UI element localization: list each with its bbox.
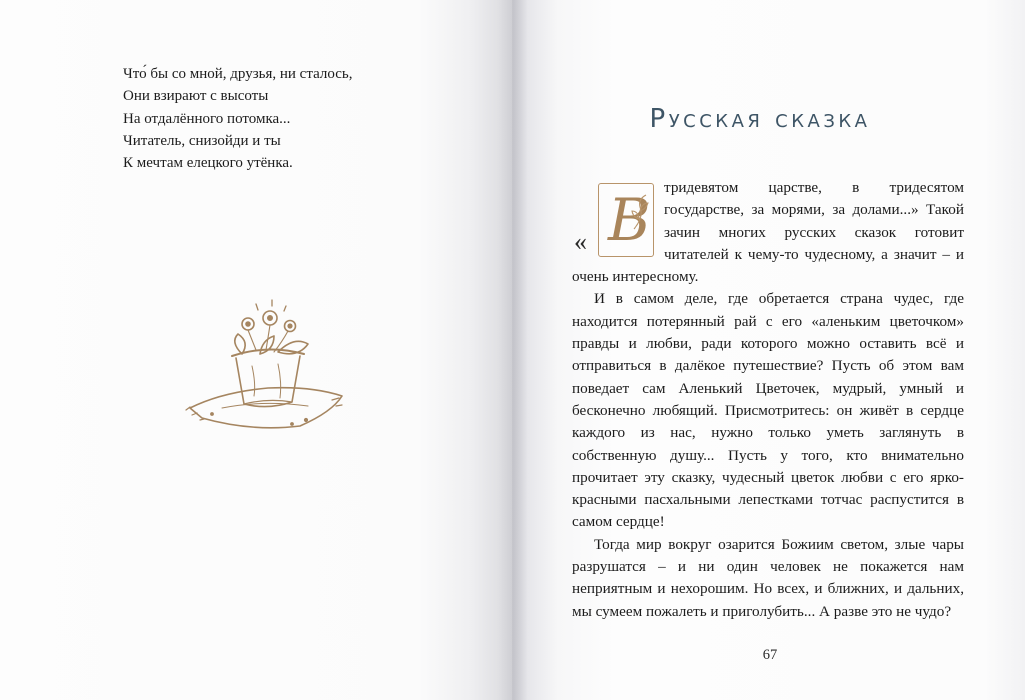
vine-ornament-icon <box>630 191 652 231</box>
paragraph <box>572 177 964 288</box>
chapter-title: Русская сказка <box>649 104 871 134</box>
paragraph-text: тридевятом царстве, в тридесятом государстве, за морями, за долами...» Такой зачин многих русских сказок готовит читателей к чему-то чудесному, а значит – и очень интересному. <box>572 179 964 286</box>
poem-line: К мечтам елецкого утёнка. <box>123 155 293 172</box>
paragraph: Тогда мир вокруг озарится Божиим светом, злые чары разрушатся – и ни один человек не покажется нам неприятным и нехорошим. Но всех, и ближних, и дальних, мы сумеем пожалеть и приголубить... А разве это не чудо? <box>572 535 964 620</box>
poem-line: Они взирают с высоты <box>123 88 269 105</box>
drop-cap-letter: В <box>608 186 651 254</box>
poem-line: Что́ бы со мной, друзья, ни сталось, <box>123 66 353 82</box>
paragraph: И в самом деле, где обретается страна чудес, где находится потерянный рай с его «аленьким цветочком» правды и любви, ради которого можно оставить всё и отправиться в далёкое путешествие? Пусть об этом вам поведает сам Аленький Цветочек, мудрый, умный и бесконечно любящий. Присмотритесь: он живёт в сердце каждого из нас, нужно только уметь заглянуть в собственную душу... Пусть у того, кто внимательно прочитает эту сказку, чудесный цветок любви с его ярко-красными пасхальными лепестками тотчас распустится в самом сердце! <box>572 290 964 531</box>
flower-pot-illustration-icon <box>182 296 350 436</box>
opening-quote: « <box>574 227 587 256</box>
drop-cap <box>572 183 660 265</box>
page-number: 67 <box>762 647 778 663</box>
left-page <box>0 0 512 700</box>
chapter-body <box>572 177 964 623</box>
poem-line: Читатель, снизойди и ты <box>123 132 281 149</box>
poem-stanza <box>123 63 352 174</box>
poem-line: На отдалённого потомка... <box>123 110 291 127</box>
book-gutter <box>498 0 528 700</box>
